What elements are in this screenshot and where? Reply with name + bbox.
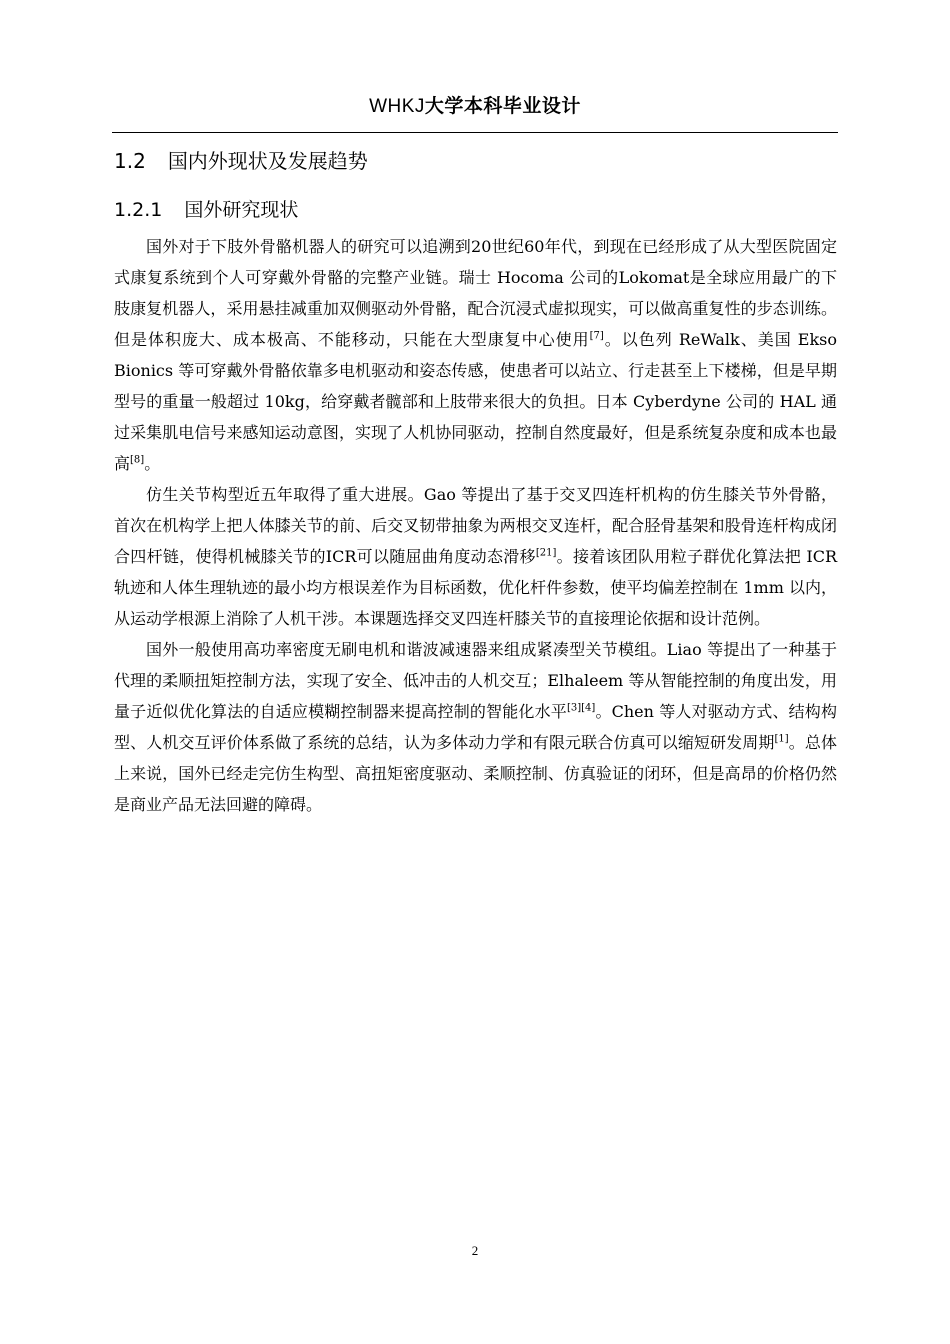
- section-number: 1.2: [114, 149, 146, 173]
- paragraph-text: 。总体上来说，国外已经走完仿生构型、高扭矩密度驱动、柔顺控制、仿真验证的闭环，但是高昂的价格仍然是商业产品无法回避的障碍。: [114, 733, 837, 814]
- citation: [21]: [535, 547, 557, 559]
- subsection-heading: [114, 195, 298, 225]
- page-header: [112, 92, 838, 133]
- paragraph: [114, 634, 837, 820]
- citation: [1]: [774, 733, 789, 745]
- paragraph-text: 国外一般使用高功率密度无刷电机和谐波减速器来组成紧凑型关节模组。Liao 等提出了一种基于代理的柔顺扭矩控制方法，实现了安全、低冲击的人机交互；Elhaleem 等从智能控制的角度出发，用量子近似优化算法的自适应模糊控制器来提高控制的智能化水平: [114, 640, 837, 721]
- paragraph-text: 。接着该团队用粒子群优化算法把 ICR 轨迹和人体生理轨迹的最小均方根误差作为目标函数，优化杆件参数，使平均偏差控制在 1mm 以内，从运动学根源上消除了人机干涉。本课题选择交叉四连杆膝关节的直接理论依据和设计范例。: [114, 547, 837, 628]
- section-heading: [114, 146, 368, 176]
- header-title-latin: WHKJ: [369, 96, 425, 117]
- paragraph: [114, 479, 837, 634]
- page-number: 2: [471, 1243, 479, 1258]
- citation: [7]: [589, 330, 604, 342]
- paragraph-text: 。Chen 等人对驱动方式、结构构型、人机交互评价体系做了系统的总结，认为多体动力学和有限元联合仿真可以缩短研发周期: [114, 702, 837, 752]
- paragraph: [114, 231, 837, 479]
- section-title: 国内外现状及发展趋势: [167, 149, 368, 173]
- paragraph-text: 。以色列 ReWalk、美国 Ekso Bionics 等可穿戴外骨骼依靠多电机驱动和姿态传感，使患者可以站立、行走甚至上下楼梯，但是早期型号的重量一般超过 10kg，给穿戴者髋部和上肢带来很大的负担。日本 Cyberdyne 公司的 HAL 通过采集肌电信号来感知运动意图，实现了人机协同驱动，控制自然度最好，但是系统复杂度和成本也最高: [114, 330, 837, 473]
- paragraph-text: 。: [144, 454, 161, 473]
- citation: [8]: [130, 454, 145, 466]
- paragraph-text: 仿生关节构型近五年取得了重大进展。Gao 等提出了基于交叉四连杆机构的仿生膝关节外骨骼，首次在机构学上把人体膝关节的前、后交叉韧带抽象为两根交叉连杆，配合胫骨基架和股骨连杆构成闭合四杆链，使得机械膝关节的ICR可以随屈曲角度动态滑移: [114, 485, 837, 566]
- header-title: [369, 95, 581, 117]
- paragraph-text: 国外对于下肢外骨骼机器人的研究可以追溯到20世纪60年代，到现在已经形成了从大型医院固定式康复系统到个人可穿戴外骨骼的完整产业链。瑞士 Hocoma 公司的Lokomat是全球应用最广的下肢康复机器人，采用悬挂减重加双侧驱动外骨骼，配合沉浸式虚拟现实，可以做高重复性的步态训练。但是体积庞大、成本极高、不能移动，只能在大型康复中心使用: [114, 237, 837, 349]
- body-text: [114, 231, 837, 820]
- subsection-title: 国外研究现状: [184, 199, 299, 221]
- subsection-number: 1.2.1: [114, 199, 163, 221]
- header-title-cjk: 大学本科毕业设计: [424, 95, 581, 117]
- citation: [3][4]: [566, 702, 596, 714]
